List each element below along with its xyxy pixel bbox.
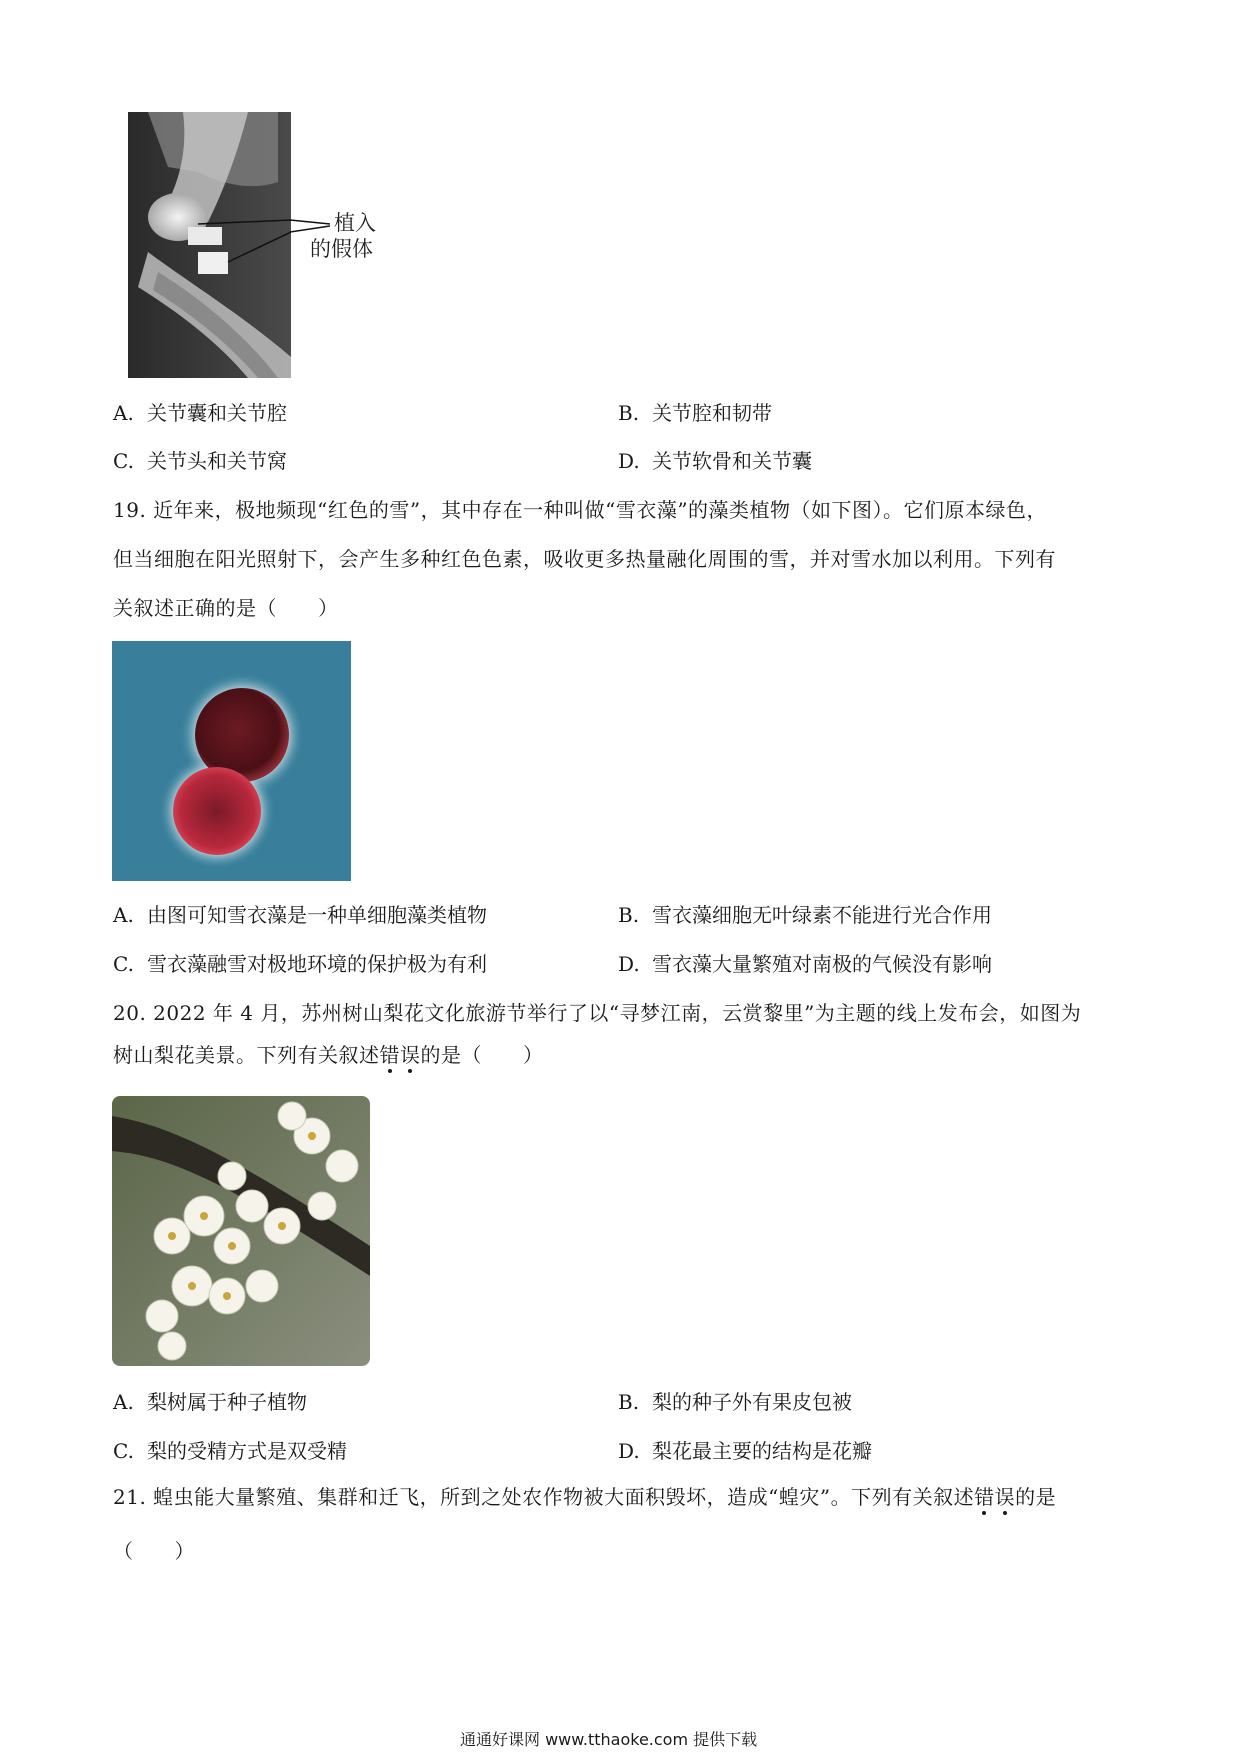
option-text: 雪衣藻细胞无叶绿素不能进行光合作用 xyxy=(652,903,992,927)
q18-option-b[interactable] xyxy=(618,400,772,426)
option-letter: B. xyxy=(618,401,640,425)
option-letter: A. xyxy=(113,1390,134,1414)
q20-option-d[interactable] xyxy=(618,1438,872,1464)
option-letter: D. xyxy=(618,1439,640,1463)
q19-option-a[interactable] xyxy=(113,902,487,928)
q21-stem-line2: （ ） xyxy=(113,1539,195,1563)
q18-option-a[interactable] xyxy=(113,400,287,426)
callout-leader-lines xyxy=(290,214,330,234)
option-text: 关节腔和韧带 xyxy=(652,401,772,425)
q18-option-d[interactable] xyxy=(618,448,812,474)
q21-stem-line1: 21. 蝗虫能大量繁殖、集群和迁飞，所到之处农作物被大面积毁坏，造成“蝗灾”。下列有关叙述错误的是 xyxy=(113,1485,1057,1509)
q20-option-a[interactable] xyxy=(113,1389,307,1415)
option-text: 由图可知雪衣藻是一种单细胞藻类植物 xyxy=(147,903,487,927)
q20-option-c[interactable] xyxy=(113,1438,347,1464)
knee-xray-image xyxy=(128,112,291,378)
q19-option-d[interactable] xyxy=(618,951,992,977)
q19-option-b[interactable] xyxy=(618,902,992,928)
pear-blossom-image xyxy=(112,1096,370,1366)
option-text: 梨的种子外有果皮包被 xyxy=(652,1390,852,1414)
option-letter: A. xyxy=(113,903,134,927)
option-letter: A. xyxy=(113,401,134,425)
option-letter: D. xyxy=(618,952,640,976)
q18-option-c[interactable] xyxy=(113,448,287,474)
page-footer: 通通好课网 www.tthaoke.com 提供下载 xyxy=(460,1730,758,1749)
q19-stem-line3: 关叙述正确的是（ ） xyxy=(113,596,339,620)
option-text: 雪衣藻融雪对极地环境的保护极为有利 xyxy=(147,952,487,976)
option-letter: C. xyxy=(113,1439,134,1463)
figure-label-line2: 的假体 xyxy=(310,237,373,261)
option-letter: B. xyxy=(618,903,640,927)
option-text: 关节囊和关节腔 xyxy=(147,401,287,425)
q19-stem-line2: 但当细胞在阳光照射下，会产生多种红色色素，吸收更多热量融化周围的雪，并对雪水加以利用。下列有 xyxy=(113,547,1056,571)
option-text: 关节软骨和关节囊 xyxy=(652,449,812,473)
q20-option-b[interactable] xyxy=(618,1389,852,1415)
option-letter: C. xyxy=(113,952,134,976)
option-text: 雪衣藻大量繁殖对南极的气候没有影响 xyxy=(652,952,992,976)
q20-stem-line2: 树山梨花美景。下列有关叙述错误的是（ ） xyxy=(113,1043,544,1067)
figure-label-line1: 植入 xyxy=(334,211,376,235)
option-letter: C. xyxy=(113,449,134,473)
snow-algae-image xyxy=(112,641,351,881)
q20-stem-line1: 20. 2022 年 4 月，苏州树山梨花文化旅游节举行了以“寻梦江南，云赏黎里”为主题的线上发布会，如图为 xyxy=(113,1001,1082,1025)
option-text: 梨树属于种子植物 xyxy=(147,1390,307,1414)
option-letter: B. xyxy=(618,1390,640,1414)
q19-option-c[interactable] xyxy=(113,951,487,977)
q19-stem-line1: 19. 近年来，极地频现“红色的雪”，其中存在一种叫做“雪衣藻”的藻类植物（如下图）。它们原本绿色， xyxy=(113,498,1048,522)
option-text: 梨的受精方式是双受精 xyxy=(147,1439,347,1463)
option-text: 关节头和关节窝 xyxy=(147,449,287,473)
option-letter: D. xyxy=(618,449,640,473)
option-text: 梨花最主要的结构是花瓣 xyxy=(652,1439,872,1463)
